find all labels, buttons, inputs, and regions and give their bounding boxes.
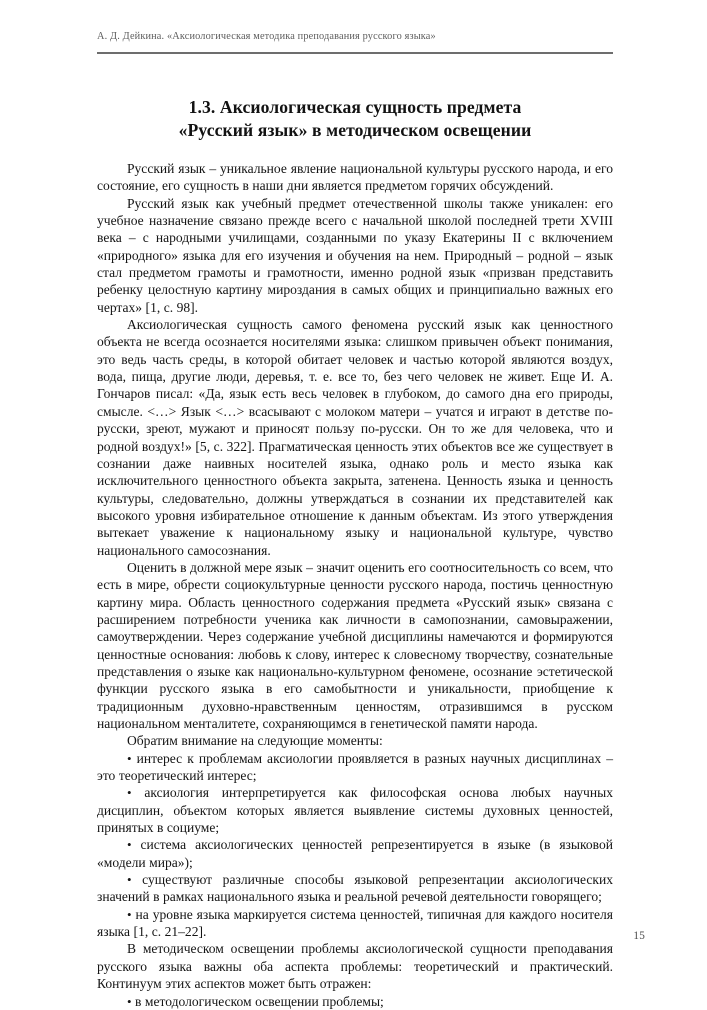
bullet-text: в методологическом освещении проблемы; (131, 993, 384, 1009)
bullet-marker: • (127, 750, 132, 766)
running-head (97, 31, 613, 43)
body-paragraph (97, 732, 613, 749)
bullet-marker: • (127, 837, 132, 853)
header-rule (97, 52, 613, 54)
paragraph-text: Оценить в должной мере язык – значит оценить его соотносительность со всем, что есть в мире, обрести социокультурные ценности русского народа, постичь ценностную картину мира. Область ценностного содержания предмета «Русский язык» связана с расширением потребности ученика как личности в самопознании, самовыражении, самоутверждении. Через содержание учебной дисциплины намечаются и формируются ценностные основания: любовь к слову, интерес к словесному творчеству, сознательные представления о языке как национально-культурном феномене, осознание эстетической функции русского языка в его самобытности и уникальности, приобщение к традиционным духовно-нравственным ценностям, отразившимся в русском национальном менталитете, сохраняющимся в генетической памяти народа. (97, 559, 613, 731)
bullet-marker: • (127, 785, 132, 801)
body-bullet (97, 906, 613, 941)
body-text (97, 160, 613, 1010)
bullet-marker: • (127, 872, 132, 888)
running-head-text: А. Д. Дейкина. «Аксиологическая методика преподавания русского языка» (97, 31, 436, 42)
body-paragraph (97, 559, 613, 732)
body-paragraph (97, 316, 613, 559)
body-bullet (97, 784, 613, 836)
section-title-line-2: «Русский язык» в методическом освещении (178, 120, 532, 141)
body-bullet (97, 836, 613, 871)
body-paragraph (97, 160, 613, 195)
bullet-marker: • (127, 993, 132, 1009)
body-bullet (97, 750, 613, 785)
bullet-text: аксиология интерпретируется как философская основа любых научных дисциплин, объектом которых является выявление системы духовных ценностей, принятых в социуме; (97, 785, 613, 836)
paragraph-text: Русский язык как учебный предмет отечественной школы также уникален: его учебное назначение связано прежде всего с начальной школой последней трети XVIII века – с народными училищами, созданными по указу Екатерины II с включением «природного» языка для его изучения и обучения на нем. Природный – родной – язык стал предметом грамоты и грамотности, именно родной язык «призван представить ребенку целостную картину мироздания в самых общих и принципиально важных его чертах» [1, с. 98]. (97, 195, 613, 315)
body-paragraph (97, 195, 613, 316)
bullet-text: интерес к проблемам аксиологии проявляется в разных научных дисциплинах – это теоретический интерес; (97, 750, 613, 784)
bullet-text: на уровне языка маркируется система ценностей, типичная для каждого носителя языка [1, с. 21–22]. (97, 906, 613, 940)
bullet-text: существуют различные способы языковой репрезентации аксиологических значений в рамках национального языка и реальной речевой деятельности говорящего; (97, 872, 613, 905)
bullet-text: система аксиологических ценностей репрезентируется в языке (в языковой «модели мира»); (97, 837, 613, 870)
body-bullet (97, 993, 613, 1010)
paragraph-text: Русский язык – уникальное явление национальной культуры русского народа, и его состояние, его сущность в наши дни является предметом горячих обсуждений. (97, 161, 613, 194)
bullet-marker: • (127, 906, 132, 922)
body-bullet (97, 871, 613, 906)
section-title-line-1: 1.3. Аксиологическая сущность предмета (188, 97, 522, 117)
section-title (97, 96, 613, 143)
paragraph-text: Аксиологическая сущность самого феномена русский язык как ценностного объекта не всегда осознается носителями языка: слишком привычен объект понимания, это ведь часть среды, в которой обитает человек и частью которой являются воздух, вода, пища, другие люди, деревья, т. е. все то, без чего человек не живет. Еще И. А. Гончаров писал: «Да, язык есть весь человек в глубоком, до самого дна его природы, смысле. <…> Язык <…> всасывают с молоком матери – учатся и играют в детстве по-русски, зреют, мужают и приносят пользу по-русски. Он то же для человека, что и родной воздух!» [5, с. 322]. Прагматическая ценность этих объектов все же существует в сознании даже наивных носителей языка, однако роль и место языка как исключительного ценностного объекта закрыта, затенена. Ценность языка и ценность культуры, следовательно, должны утверждаться в сознании их представителей как высокого уровня избирательное отношение к данным объектам. Из этого утверждения вытекает уважение к национальному языку и национальной культуре, чувство национального самосознания. (97, 317, 613, 558)
paragraph-text: Обратим внимание на следующие моменты: (127, 733, 383, 749)
page-number: 15 (633, 930, 645, 942)
body-paragraph (97, 940, 613, 992)
paragraph-text: В методическом освещении проблемы аксиологической сущности преподавания русского языка важны оба аспекта проблемы: теоретический и практический. Континуум этих аспектов может быть отражен: (97, 941, 613, 992)
